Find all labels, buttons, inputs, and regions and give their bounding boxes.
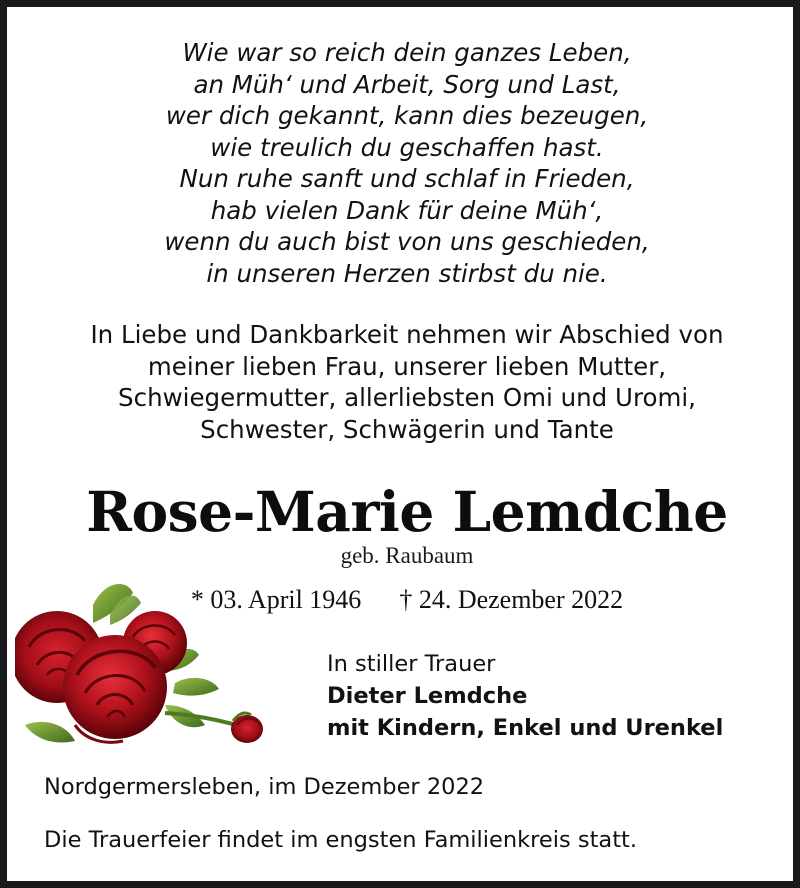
- red-roses-image: [15, 575, 275, 755]
- mourner-family: mit Kindern, Enkel und Urenkel: [327, 715, 724, 741]
- farewell-line: Schwester, Schwägerin und Tante: [200, 414, 614, 444]
- place-and-date: Nordgermersleben, im Dezember 2022: [44, 774, 485, 800]
- death-date: † 24. Dezember 2022: [399, 585, 624, 614]
- mourners-block: [327, 648, 723, 744]
- farewell-text: [7, 319, 800, 445]
- poem-line: Nun ruhe sanft und schlaf in Frieden,: [179, 164, 635, 193]
- mourning-intro: In stiller Trauer: [327, 651, 496, 677]
- memorial-poem: [7, 37, 800, 289]
- poem-line: wie treulich du geschaffen hast.: [210, 132, 604, 162]
- poem-line: an Müh‘ und Arbeit, Sorg und Last,: [193, 69, 621, 99]
- birth-date: * 03. April 1946: [190, 585, 362, 614]
- poem-line: Wie war so reich dein ganzes Leben,: [182, 38, 632, 67]
- mourner-name: Dieter Lemdche: [327, 683, 528, 709]
- deceased-name: Rose-Marie Lemdche: [86, 479, 728, 544]
- maiden-name: geb. Raubaum: [340, 543, 474, 568]
- poem-line: hab vielen Dank für deine Müh‘,: [210, 195, 604, 225]
- funeral-note: Die Trauerfeier findet im engsten Familienkreis statt.: [44, 827, 638, 853]
- farewell-line: In Liebe und Dankbarkeit nehmen wir Abschied von: [90, 320, 724, 349]
- farewell-line: Schwiegermutter, allerliebsten Omi und Uromi,: [118, 383, 696, 412]
- poem-line: wer dich gekannt, kann dies bezeugen,: [165, 101, 649, 130]
- farewell-line: meiner lieben Frau, unserer lieben Mutter,: [147, 351, 667, 381]
- poem-line: in unseren Herzen stirbst du nie.: [206, 258, 608, 288]
- poem-line: wenn du auch bist von uns geschieden,: [164, 227, 650, 256]
